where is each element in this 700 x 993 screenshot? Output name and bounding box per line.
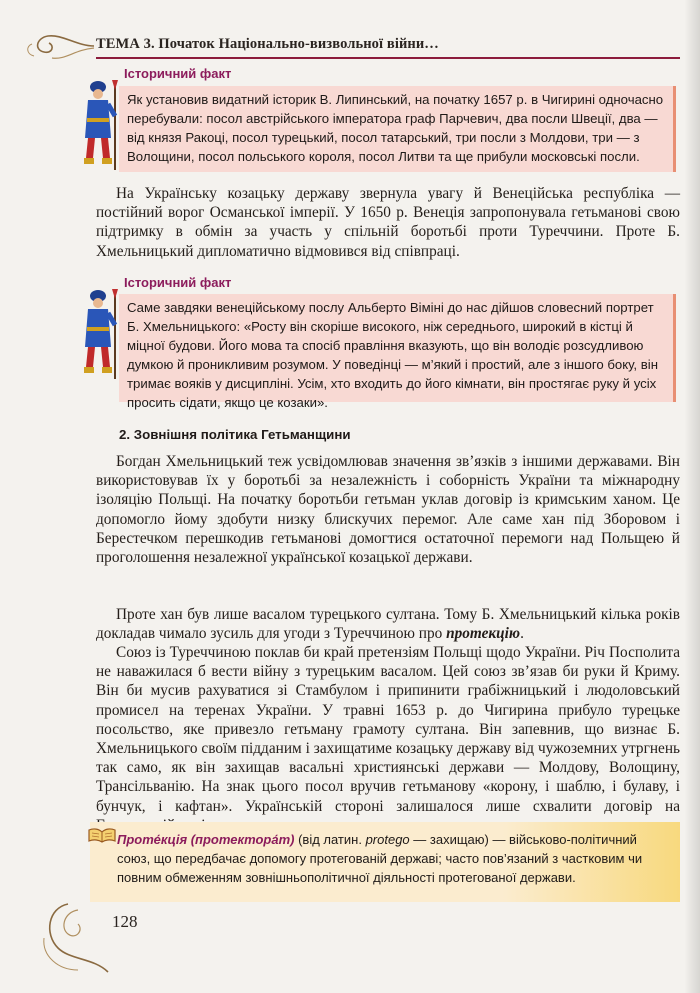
- header-ornament-icon: [22, 26, 96, 66]
- term-latin-word: protego: [365, 832, 410, 847]
- page-number: 128: [112, 912, 138, 931]
- paragraph: Богдан Хмельницький теж усвідомлював значення зв’язків з іншими державами. Він використовував їх у боротьбі за незалежність і соборність України та міжнародну ізоляцію Польщі. На початку боротьби гетьман уклав договір із кримським ханом. Це допомогло йому здобути низку блискучих перемог. Але саме хан під Зборовом і Берестечком перешкодив гетьманові домогтися остаточної перемоги над Польщею й проголошення незалежної української козацької держави.: [96, 453, 680, 567]
- section-heading: 2. Зовнішня політика Гетьманщини: [119, 427, 351, 442]
- term-title: Проте́кція (протектора́т): [117, 832, 295, 847]
- key-term-highlight: протекцію: [446, 625, 521, 643]
- fact-label: Історичний факт: [124, 275, 232, 290]
- historical-fact-box: Як установив видатний історик В. Липинський, на початку 1657 р. в Чигирині одночасно перебували: посол австрійського імператора граф Парчевич, два посли Швеції, два — від князя Ракоці, посол турецький, посол татарський, три посли з Молдови, три — з Волощини, посол польського короля, посол Литви та ще прибули московські посли.: [119, 86, 676, 172]
- fact-label: Історичний факт: [124, 66, 232, 81]
- open-book-icon: [88, 827, 116, 843]
- paragraph-text: Проте хан був лише васалом турецького султана. Тому Б. Хмельницький кілька років докладав чимало зусиль для угоди з Туреччиною про: [96, 606, 680, 643]
- cossack-figure-icon: [76, 76, 122, 172]
- footer-ornament-icon: [38, 898, 114, 978]
- chapter-header: ТЕМА 3. Початок Національно-визвольної війни…: [96, 36, 439, 52]
- header-divider: [96, 57, 680, 59]
- term-origin: (від латин.: [294, 832, 366, 847]
- paragraph-text: .: [520, 625, 524, 643]
- cossack-figure-icon: [76, 285, 122, 381]
- term-definition-box: [90, 822, 680, 902]
- term-definition: — захищаю) — військово-політичний союз, що передбачає допомогу протегованій державі; часто пов’язаний з частковим чи повним обмеженням зовнішньополітичної діяльності протегованої держави.: [117, 832, 643, 885]
- paragraph: На Українську козацьку державу звернула увагу й Венеційська республіка — постійний ворог Османської імперії. У 1650 р. Венеція запропонувала гетьманові свою підтримку в обмін за участь у спільній боротьбі проти Туреччини. Проте Б. Хмельницький дипломатично відмовився від співпраці.: [96, 185, 680, 260]
- historical-fact-box: Саме завдяки венеційському послу Альберто Вiміні до нас дійшов словесний портрет Б. Хмельницького: «Росту він скоріше високого, ніж середнього, широкий в кістці й міцної будови. Його мова та спосіб правління вказують, що він володіє розсудливою думкою й проникливим розумом. У поведінці — м’який і простий, але з іншого боку, він тримає вояків у дисципліні. Усім, хто входить до його кімнати, він простягає руку й усіх просить сідати, якщо це козаки».: [119, 294, 676, 402]
- page-edge-shadow: [684, 0, 700, 993]
- paragraph: [96, 605, 680, 643]
- paragraph: Союз із Туреччиною поклав би край претензіям Польщі щодо України. Річ Посполита не наважилася б вести війну з турецьким васалом. Цей союз зв’язав би руки й Криму. Він би мусив рахуватися зі Стамбулом і припинити грабіжницький і людоловський промисел на теренах України. У травні 1653 р. до Чигирина прибуло турецьке посольство, яке привезло гетьману грамоту султана. Він запевнив, що визнає Б. Хмельницького своїм підданим і захищатиме козацьку державу від чужоземних утргнень так само, як він захищав васальні християнські держави — Молдову, Волощину, Трансільванію. На знак цього посол вручив гетьманову «корону, і шаблю, і булаву, і бунчук, і кафтан». Українській стороні залишалося лише схвалити договір на: [96, 644, 680, 815]
